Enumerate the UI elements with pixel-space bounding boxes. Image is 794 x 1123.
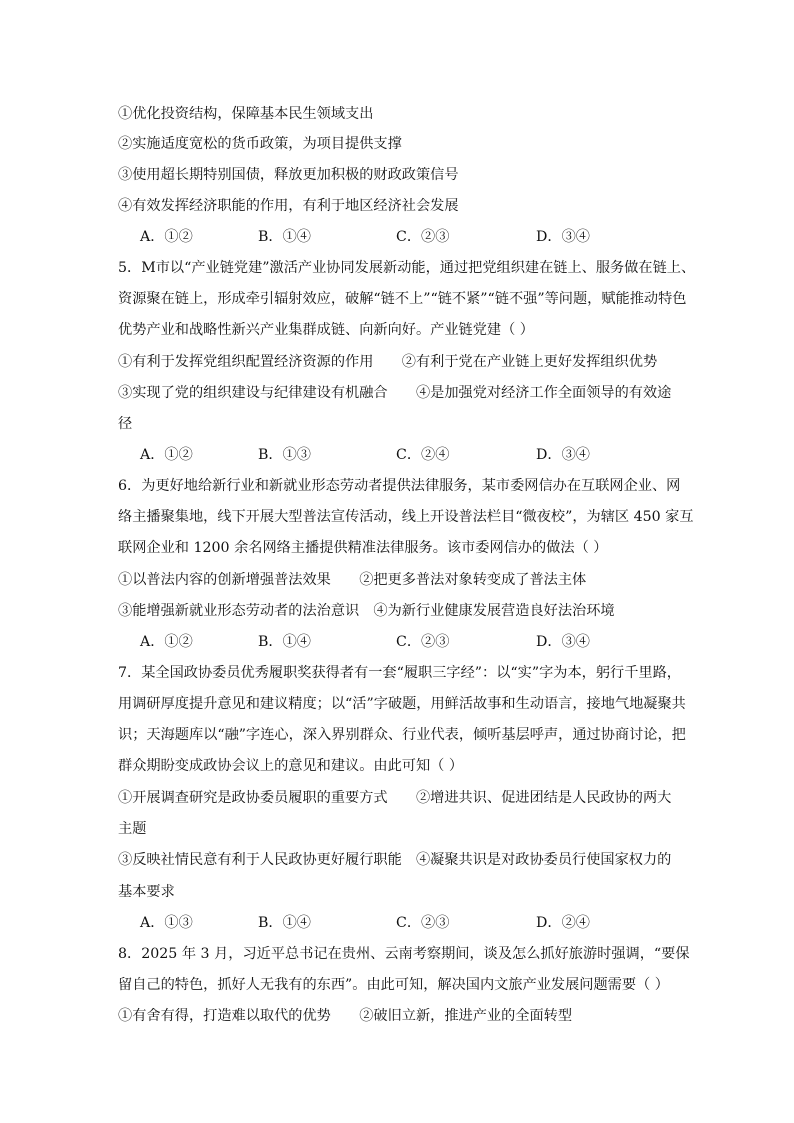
q7-items-line-1: ①开展调查研究是政协委员履职的重要方式 ②增进共识、促进团结是人民政协的两大: [118, 790, 672, 806]
q5-option-a[interactable]: A．①②: [140, 447, 193, 463]
q4-option-c[interactable]: C．②③: [396, 229, 450, 245]
q4-option-a[interactable]: A．①②: [140, 229, 193, 245]
q6-stem-line-2: 络主播聚集地，线下开展大型普法宣传活动，线上开设普法栏目“微夜校”，为辖区 450 家互: [118, 509, 694, 525]
q7-stem-line-2: 用调研厚度提升意见和建议精度；以“活”字破题，用鲜活故事和生动语言，接地气地凝聚共: [118, 696, 686, 712]
q4-item-4: ④有效发挥经济职能的作用，有利于地区经济社会发展: [118, 198, 459, 214]
q6-option-a[interactable]: A．①②: [140, 634, 193, 650]
q6-stem-line-3: 联网企业和 1200 余名网络主播提供精准法律服务。该市委网信办的做法（ ）: [118, 540, 608, 556]
q7-options: [140, 913, 700, 933]
q5-items-line-2: ③实现了党的组织建设与纪律建设有机融合 ④是加强党对经济工作全面领导的有效途: [118, 385, 672, 401]
q4-option-d[interactable]: D．③④: [536, 229, 590, 245]
q7-items-line-4: 基本要求: [118, 884, 175, 900]
q5-option-b[interactable]: B．①③: [258, 447, 311, 463]
q6-option-b[interactable]: B．①④: [258, 634, 311, 650]
q6-items-line-2: ③能增强新就业形态劳动者的法治意识 ④为新行业健康发展营造良好法治环境: [118, 603, 615, 619]
q6-options: [140, 632, 700, 652]
q7-items-line-3: ③反映社情民意有利于人民政协更好履行职能 ④凝聚共识是对政协委员行使国家权力的: [118, 852, 672, 868]
q5-items-line-3: 径: [118, 416, 133, 432]
q4-options: [140, 227, 700, 247]
q5-option-c[interactable]: C．②④: [396, 447, 450, 463]
q6-stem-line-1: 6．为更好地给新行业和新就业形态劳动者提供法律服务，某市委网信办在互联网企业、网: [118, 478, 681, 494]
q7-stem-line-1: 7．某全国政协委员优秀履职奖获得者有一套“履职三字经”：以“实”字为本，躬行千里路，: [118, 665, 681, 681]
q5-options: [140, 445, 700, 465]
q4-item-1: ①优化投资结构，保障基本民生领域支出: [118, 106, 374, 122]
q7-stem-line-3: 识；天海题库以“融”字连心，深入界别群众、行业代表，倾听基层呼声，通过协商讨论，把: [118, 727, 686, 743]
q5-option-d[interactable]: D．③④: [536, 447, 590, 463]
q5-items-line-1: ①有利于发挥党组织配置经济资源的作用 ②有利于党在产业链上更好发挥组织优势: [118, 354, 658, 370]
q6-option-c[interactable]: C．②③: [396, 634, 450, 650]
q5-stem-line-1: 5．M市以“产业链党建”激活产业协同发展新动能，通过把党组织建在链上、服务做在链上、: [118, 260, 696, 276]
q7-stem-line-4: 群众期盼变成政协会议上的意见和建议。由此可知（ ）: [118, 758, 464, 774]
q8-stem-line-2: 留自己的特色，抓好人无我有的东西”。由此可知，解决国内文旅产业发展问题需要（ ）: [118, 977, 669, 993]
q7-option-c[interactable]: C．②③: [396, 915, 450, 931]
q4-item-2: ②实施适度宽松的货币政策，为项目提供支撑: [118, 136, 402, 152]
q7-option-b[interactable]: B．①④: [258, 915, 311, 931]
q7-option-a[interactable]: A．①③: [140, 915, 193, 931]
q7-option-d[interactable]: D．②④: [536, 915, 590, 931]
q7-items-line-2: 主题: [118, 821, 147, 837]
q5-stem-line-2: 资源聚在链上，形成牵引辐射效应，破解“链不上”“链不紧”“链不强”等问题，赋能推动特色: [118, 291, 687, 307]
q4-item-3: ③使用超长期特别国债，释放更加积极的财政政策信号: [118, 167, 459, 183]
q5-stem-line-3: 优势产业和战略性新兴产业集群成链、向新向好。产业链党建（ ）: [118, 322, 534, 338]
q8-items-line-1: ①有舍有得，打造难以取代的优势 ②破旧立新，推进产业的全面转型: [118, 1008, 573, 1024]
q4-option-b[interactable]: B．①④: [258, 229, 311, 245]
q6-items-line-1: ①以普法内容的创新增强普法效果 ②把更多普法对象转变成了普法主体: [118, 572, 587, 588]
q6-option-d[interactable]: D．③④: [536, 634, 590, 650]
q8-stem-line-1: 8．2025 年 3 月，习近平总书记在贵州、云南考察期间，谈及怎么抓好旅游时强调，“要保: [118, 946, 690, 962]
